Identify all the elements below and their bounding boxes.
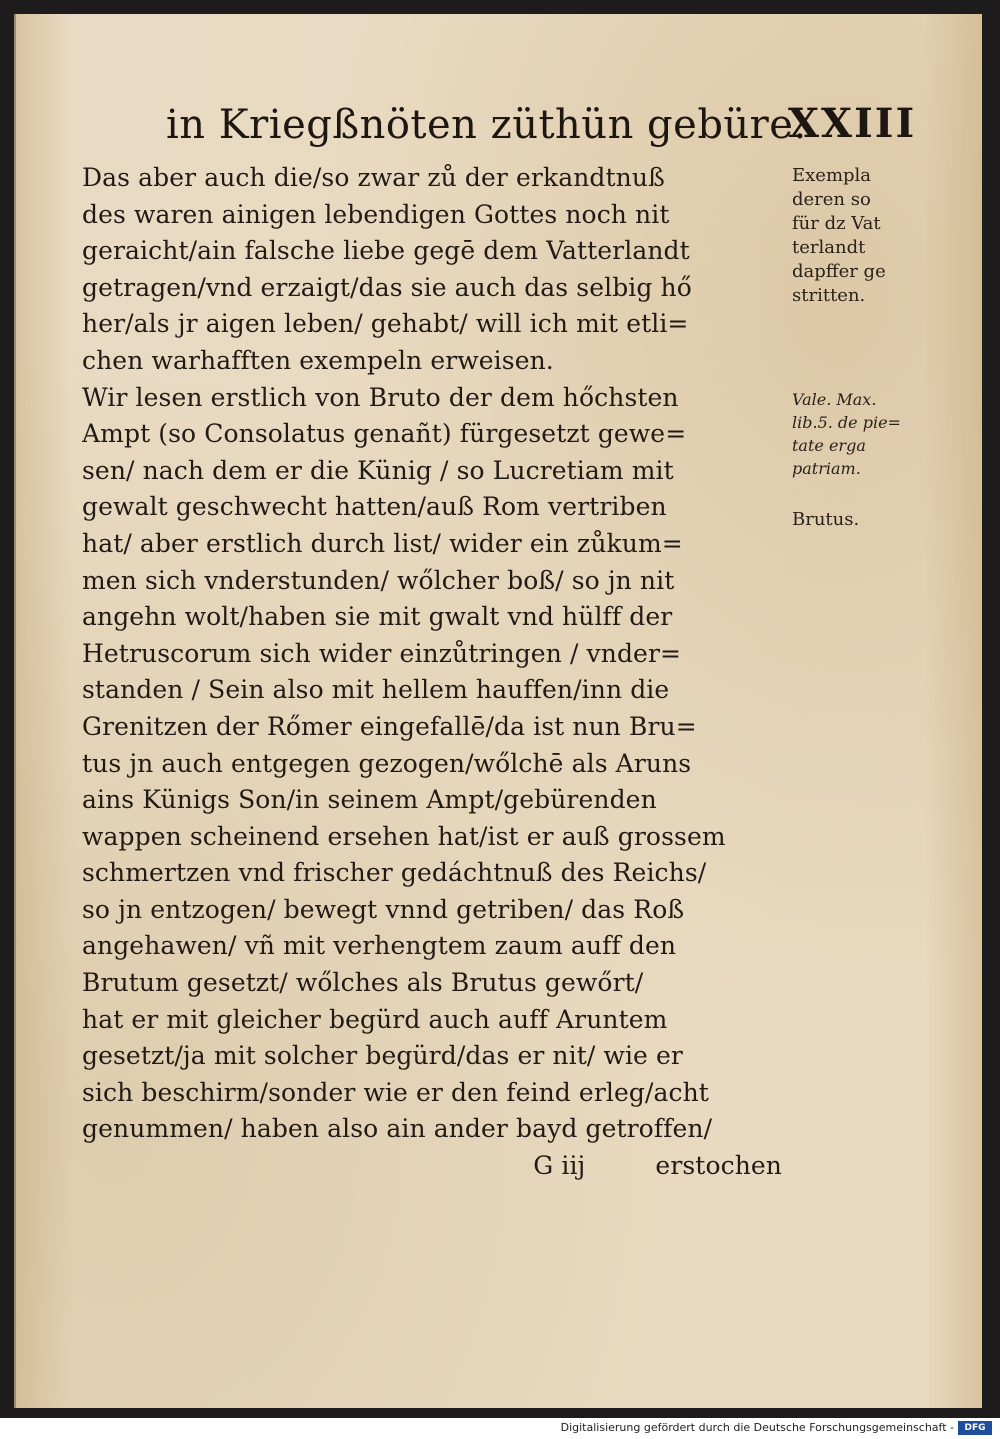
text-line: sen/ nach dem er die Künig / so Lucretiam mit — [82, 455, 674, 485]
margin-note-brutus — [792, 508, 942, 532]
text-line: men sich vnderstunden/ wőlcher boß/ so jn nit — [82, 565, 675, 595]
text-line: wappen scheinend ersehen hat/ist er auß grossem — [82, 821, 726, 851]
body-text — [82, 160, 782, 1185]
footer-bar — [0, 1418, 1000, 1439]
text-line: Ampt (so Consolatus genañt) fürgesetzt gewe= — [82, 419, 687, 449]
text-line: angehawen/ vñ mit verhengtem zaum auff den — [82, 931, 677, 961]
text-line: standen / Sein also mit hellem hauffen/inn die — [82, 675, 670, 705]
signature-mark: G iij — [533, 1151, 586, 1181]
folio-number: XXIII — [788, 100, 917, 147]
margin-note-line: Brutus. — [792, 509, 860, 530]
margin-note-line: Exempla — [792, 165, 872, 186]
margin-note-line: stritten. — [792, 285, 866, 306]
catch-line — [82, 1148, 782, 1185]
text-line: her/als jr aigen leben/ gehabt/ will ich mit etli= — [82, 309, 689, 339]
text-line: sich beschirm/sonder wie er den feind erleg/acht — [82, 1077, 709, 1107]
text-line: angehn wolt/haben sie mit gwalt vnd hülff der — [82, 602, 673, 632]
margin-note-line: patriam. — [792, 459, 861, 478]
text-line: hat er mit gleicher begürd auch auff Aruntem — [82, 1004, 668, 1034]
text-line: chen warhafften exempeln erweisen. — [82, 345, 554, 375]
text-line: Brutum gesetzt/ wőlches als Brutus gewőrt/ — [82, 968, 644, 998]
book-page — [14, 14, 982, 1408]
margin-note-line: deren so — [792, 189, 871, 210]
text-line: Hetruscorum sich wider einzůtringen / vnder= — [82, 638, 682, 668]
text-line: ains Künigs Son/in seinem Ampt/gebürenden — [82, 785, 657, 815]
text-line: Wir lesen erstlich von Bruto der dem hőchsten — [82, 382, 679, 412]
text-line: des waren ainigen lebendigen Gottes noch nit — [82, 199, 670, 229]
text-line: schmertzen vnd frischer gedáchtnuß des Reichs/ — [82, 858, 707, 888]
text-line: Grenitzen der Rőmer eingefallē/da ist nun Bru= — [82, 711, 697, 741]
text-line: genummen/ haben also ain ander bayd getroffen/ — [82, 1114, 713, 1144]
text-line: hat/ aber erstlich durch list/ wider ein zůkum= — [82, 528, 683, 558]
text-line: gesetzt/ja mit solcher begürd/das er nit/ wie er — [82, 1041, 683, 1071]
margin-note-line: dapffer ge — [792, 261, 886, 282]
margin-note-line: lib.5. de pie= — [792, 413, 901, 432]
catchword: erstochen — [655, 1151, 782, 1181]
text-line: Das aber auch die/so zwar zů der erkandtnuß — [82, 163, 665, 192]
text-line: gewalt geschwecht hatten/auß Rom vertriben — [82, 492, 667, 522]
text-line: tus jn auch entgegen gezogen/wőlchē als Aruns — [82, 748, 692, 778]
margin-note-line: terlandt — [792, 237, 866, 258]
margin-note-source — [792, 388, 942, 480]
text-line: so jn entzogen/ bewegt vnnd getriben/ das Roß — [82, 894, 685, 924]
text-line: geraicht/ain falsche liebe gegē dem Vatterlandt — [82, 236, 690, 266]
funding-credit: Digitalisierung gefördert durch die Deutsche Forschungsgemeinschaft - — [560, 1421, 954, 1434]
margin-note-exempla — [792, 164, 942, 308]
margin-note-line: tate erga — [792, 436, 866, 455]
running-head: in Kriegßnöten züthün gebüre. — [166, 102, 807, 148]
margin-note-line: Vale. Max. — [792, 390, 877, 409]
dfg-logo: DFG — [958, 1421, 992, 1435]
margin-note-line: für dz Vat — [792, 213, 881, 234]
text-line: getragen/vnd erzaigt/das sie auch das selbig hő — [82, 272, 692, 302]
